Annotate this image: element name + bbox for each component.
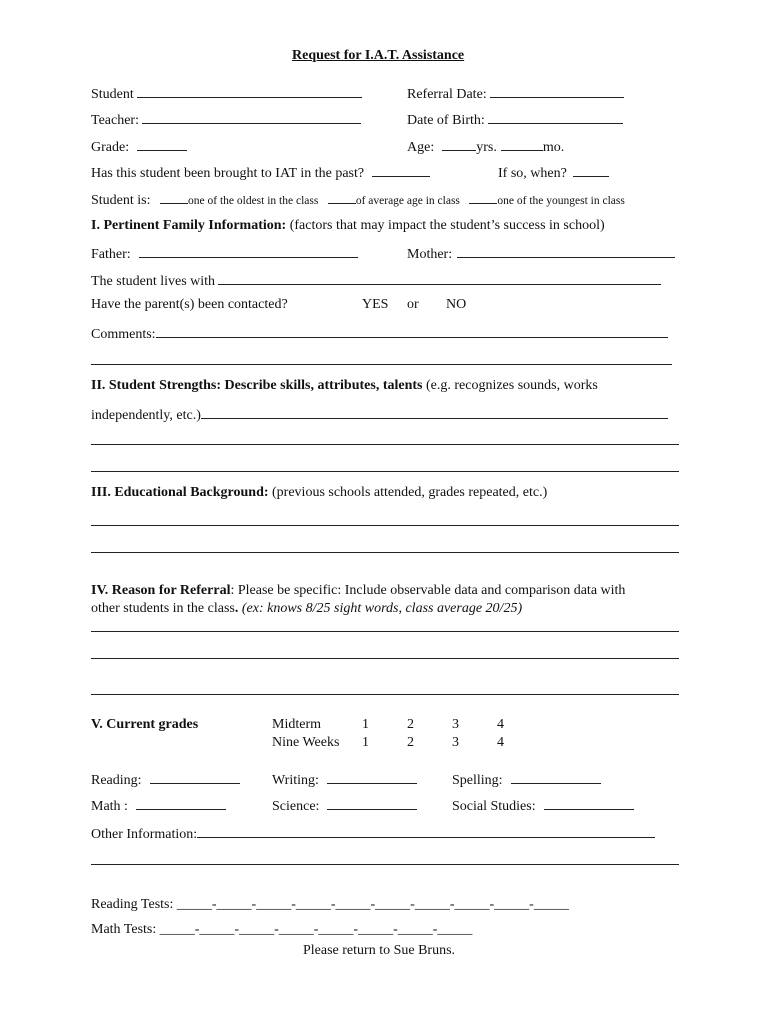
age-months-blank[interactable] bbox=[501, 137, 543, 151]
referral-date-field[interactable] bbox=[407, 84, 624, 103]
spelling-grade-blank[interactable] bbox=[511, 770, 601, 784]
social-studies-grade-field[interactable] bbox=[452, 796, 634, 815]
midterm-period-4[interactable]: 4 bbox=[497, 717, 504, 732]
oldest-blank[interactable] bbox=[160, 190, 188, 204]
father-field[interactable] bbox=[91, 244, 358, 263]
background-line-1[interactable] bbox=[91, 525, 679, 526]
science-grade-blank[interactable] bbox=[327, 796, 417, 810]
midterm-period-1[interactable]: 1 bbox=[362, 717, 369, 732]
section4-note2-dot: . bbox=[234, 601, 239, 616]
student-label: Student bbox=[91, 87, 134, 102]
dob-label: Date of Birth: bbox=[407, 113, 485, 128]
section2-heading: II. Student Strengths: Describe skills, attributes, talents bbox=[91, 378, 423, 393]
section1-heading: I. Pertinent Family Information: bbox=[91, 218, 287, 233]
mother-field[interactable] bbox=[407, 244, 675, 263]
other-info-line-2[interactable] bbox=[91, 864, 679, 865]
teacher-blank[interactable] bbox=[142, 110, 361, 124]
math-grade-field[interactable] bbox=[91, 796, 226, 815]
oldest-option: one of the oldest in the class bbox=[188, 195, 319, 207]
nine-weeks-period-1[interactable]: 1 bbox=[362, 735, 369, 750]
nine-weeks-label: Nine Weeks bbox=[272, 735, 340, 750]
section1-header bbox=[91, 218, 605, 234]
teacher-label: Teacher: bbox=[91, 113, 139, 128]
age-years-blank[interactable] bbox=[442, 137, 476, 151]
reading-grade-blank[interactable] bbox=[150, 770, 240, 784]
spelling-grade-label: Spelling: bbox=[452, 773, 503, 788]
footer-note: Please return to Sue Bruns. bbox=[303, 943, 456, 958]
father-blank[interactable] bbox=[139, 244, 358, 258]
referral-line-3[interactable] bbox=[91, 694, 679, 695]
midterm-label: Midterm bbox=[272, 717, 321, 732]
writing-grade-label: Writing: bbox=[272, 773, 319, 788]
comments-label: Comments: bbox=[91, 327, 156, 342]
if-so-label: If so, when? bbox=[498, 166, 567, 181]
or-text: or bbox=[407, 297, 419, 312]
section1-note: (factors that may impact the student’s success in school) bbox=[289, 218, 605, 233]
nine-weeks-period-2[interactable]: 2 bbox=[407, 735, 414, 750]
grade-label: Grade: bbox=[91, 140, 130, 155]
section2-note: (e.g. recognizes sounds, works bbox=[425, 378, 598, 393]
writing-grade-blank[interactable] bbox=[327, 770, 417, 784]
nine-weeks-period-4[interactable]: 4 bbox=[497, 735, 504, 750]
reading-grade-label: Reading: bbox=[91, 773, 142, 788]
youngest-blank[interactable] bbox=[469, 190, 497, 204]
referral-date-blank[interactable] bbox=[490, 84, 624, 98]
contacted-label: Have the parent(s) been contacted? bbox=[91, 297, 288, 312]
youngest-option: one of the youngest in class bbox=[497, 195, 625, 207]
lives-with-label: The student lives with bbox=[91, 274, 216, 289]
math-tests-field[interactable] bbox=[91, 922, 472, 938]
midterm-period-3[interactable]: 3 bbox=[452, 717, 459, 732]
yes-option[interactable]: YES bbox=[362, 297, 389, 312]
student-field[interactable] bbox=[91, 84, 362, 103]
no-option[interactable]: NO bbox=[446, 297, 467, 312]
if-so-blank[interactable] bbox=[573, 163, 609, 177]
reading-tests-blanks[interactable]: _____-_____-_____-_____-_____-_____-_____-_____-_____-_____ bbox=[176, 897, 569, 912]
lives-with-field[interactable] bbox=[91, 271, 661, 290]
section3-header bbox=[91, 485, 547, 501]
reading-tests-label: Reading Tests: bbox=[91, 897, 174, 912]
dob-field[interactable] bbox=[407, 110, 623, 129]
spelling-grade-field[interactable] bbox=[452, 770, 601, 789]
iat-past-field[interactable] bbox=[91, 163, 430, 182]
strengths-line-3[interactable] bbox=[91, 471, 679, 472]
section2-header bbox=[91, 378, 598, 394]
comments-line-2[interactable] bbox=[91, 364, 672, 365]
mother-label: Mother: bbox=[407, 247, 453, 262]
age-field[interactable] bbox=[407, 137, 564, 156]
age-label: Age: bbox=[407, 140, 435, 155]
section4-header bbox=[91, 583, 625, 599]
comments-blank[interactable] bbox=[156, 324, 668, 338]
other-info-blank[interactable] bbox=[197, 824, 655, 838]
section3-note: (previous schools attended, grades repeated, etc.) bbox=[272, 485, 548, 500]
math-grade-label: Math : bbox=[91, 799, 128, 814]
iat-past-label: Has this student been brought to IAT in the past? bbox=[91, 166, 365, 181]
science-grade-label: Science: bbox=[272, 799, 320, 814]
strengths-blank[interactable] bbox=[201, 405, 668, 419]
other-info-field[interactable] bbox=[91, 824, 655, 843]
reading-tests-field[interactable] bbox=[91, 897, 569, 913]
referral-date-label: Referral Date: bbox=[407, 87, 487, 102]
student-is-row bbox=[91, 190, 625, 209]
student-blank[interactable] bbox=[137, 84, 362, 98]
science-grade-field[interactable] bbox=[272, 796, 417, 815]
section4-heading: IV. Reason for Referral bbox=[91, 583, 231, 598]
grade-field[interactable] bbox=[91, 137, 187, 156]
math-tests-label: Math Tests: bbox=[91, 922, 157, 937]
dob-blank[interactable] bbox=[488, 110, 623, 124]
age-yrs-label: yrs. bbox=[476, 140, 497, 155]
mother-blank[interactable] bbox=[457, 244, 675, 258]
student-is-label: Student is: bbox=[91, 193, 151, 208]
section2-note2: independently, etc.) bbox=[91, 408, 201, 423]
nine-weeks-period-3[interactable]: 3 bbox=[452, 735, 459, 750]
page-title: Request for I.A.T. Assistance bbox=[292, 48, 465, 63]
section3-heading: III. Educational Background: bbox=[91, 485, 269, 500]
average-blank[interactable] bbox=[328, 190, 356, 204]
other-info-label: Other Information: bbox=[91, 827, 198, 842]
section4-line-2 bbox=[91, 601, 522, 617]
lives-with-blank[interactable] bbox=[218, 271, 661, 285]
iat-past-blank[interactable] bbox=[372, 163, 430, 177]
age-mo-label: mo. bbox=[542, 140, 565, 155]
average-option: of average age in class bbox=[355, 195, 460, 207]
section2-line-1[interactable] bbox=[91, 405, 668, 424]
writing-grade-field[interactable] bbox=[272, 770, 417, 789]
referral-line-1[interactable] bbox=[91, 631, 679, 632]
section4-note: : Please be specific: Include observable data and comparison data with bbox=[230, 583, 626, 598]
comments-field[interactable] bbox=[91, 324, 668, 343]
father-label: Father: bbox=[91, 247, 131, 262]
if-so-field[interactable] bbox=[498, 163, 609, 182]
section5-heading: V. Current grades bbox=[91, 717, 199, 732]
strengths-line-2[interactable] bbox=[91, 444, 679, 445]
reading-grade-field[interactable] bbox=[91, 770, 240, 789]
section4-example: (ex: knows 8/25 sight words, class average 20/25) bbox=[241, 601, 523, 616]
teacher-field[interactable] bbox=[91, 110, 361, 129]
social-studies-grade-blank[interactable] bbox=[544, 796, 634, 810]
section4-note2: other students in the class bbox=[91, 601, 235, 616]
grade-blank[interactable] bbox=[137, 137, 187, 151]
background-line-2[interactable] bbox=[91, 552, 679, 553]
social-studies-grade-label: Social Studies: bbox=[452, 799, 536, 814]
math-tests-blanks[interactable]: _____-_____-_____-_____-_____-_____-_____-_____ bbox=[159, 922, 473, 937]
math-grade-blank[interactable] bbox=[136, 796, 226, 810]
referral-line-2[interactable] bbox=[91, 658, 679, 659]
midterm-period-2[interactable]: 2 bbox=[407, 717, 414, 732]
